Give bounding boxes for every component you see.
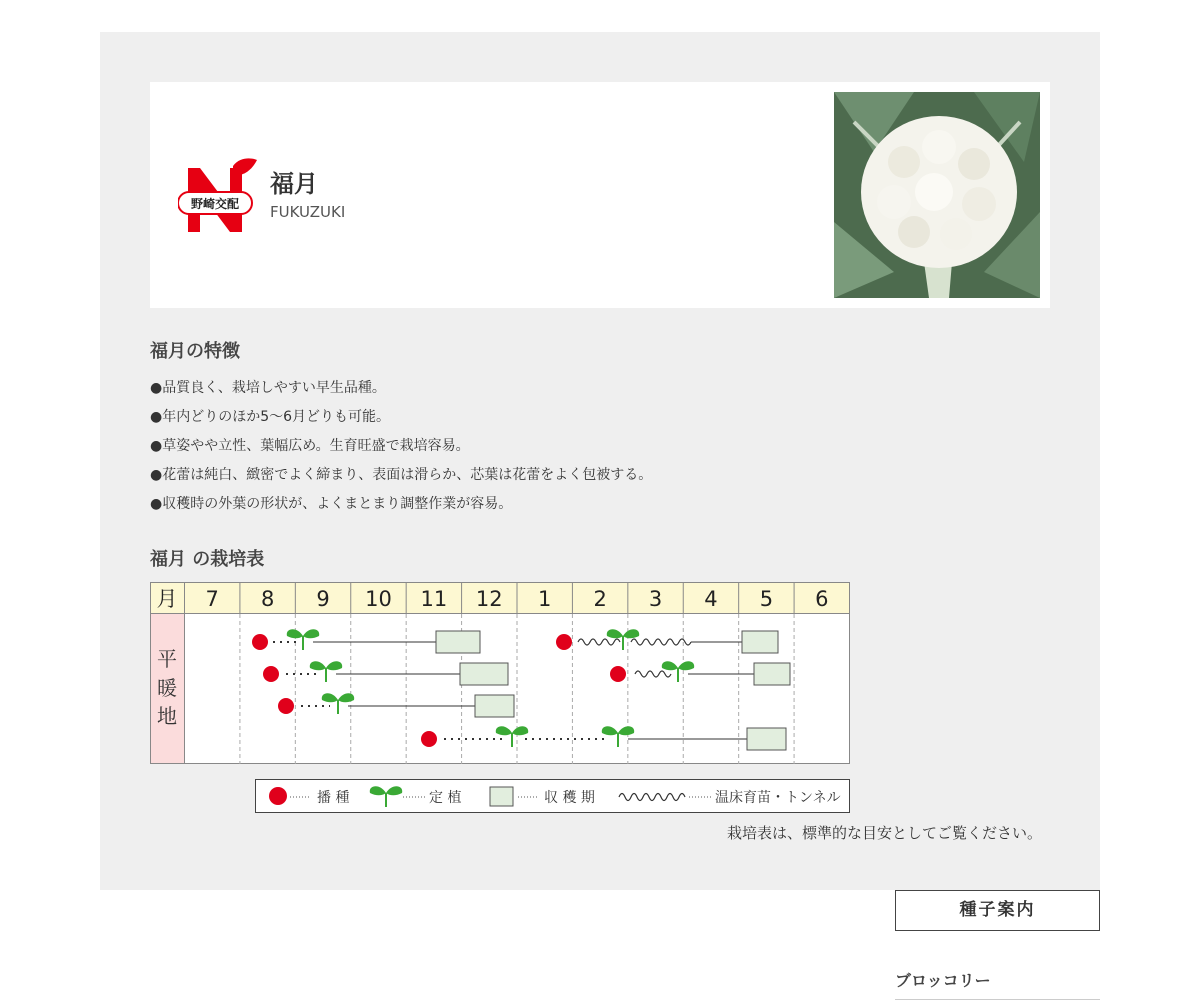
month-label: 7 [205,587,219,611]
sowing-marker [278,698,294,714]
region-char: 平 [157,647,177,671]
month-label: 9 [316,587,330,611]
seed-guide-button[interactable]: 種子案内 [895,890,1100,931]
month-label: 5 [759,587,774,611]
legend-harvest-icon [490,787,513,806]
product-name-en: FUKUZUKI [270,203,346,221]
sowing-marker [610,666,626,682]
feature-item: ●品質良く、栽培しやすい早生品種。 [150,380,386,396]
schedule-legend [255,779,851,814]
legend-sowing-label: 播 種 [317,790,350,806]
harvest-box [742,631,778,653]
harvest-box [747,728,786,750]
feature-item: ●収穫時の外葉の形状が、よくまとまり調整作業が容易。 [150,496,513,512]
region-char: 暖 [157,676,177,700]
month-label: 4 [704,587,718,611]
product-panel [100,32,1100,890]
cultivation-schedule-table [150,582,850,765]
month-label: 3 [648,587,663,611]
legend-harvest-label: 収 穫 期 [544,790,595,806]
month-label: 12 [475,587,503,611]
nozaki-cross-logo [178,156,258,236]
cauliflower-photo [834,92,1040,298]
sowing-marker [421,731,437,747]
harvest-box [436,631,480,653]
month-label: 8 [260,587,275,611]
sidebar-link-broccoli[interactable]: ブロッコリー [895,968,1100,1000]
legend-sowing-icon [269,787,287,805]
logo-text: 野崎交配 [190,197,240,211]
feature-item: ●草姿やや立性、葉幅広め。生育旺盛で栽培容易。 [150,438,470,454]
harvest-box [460,663,508,685]
sowing-marker [263,666,279,682]
features-heading: 福月の特徴 [150,341,240,362]
month-label: 11 [420,587,448,611]
month-column-label: 月 [156,587,178,611]
month-label: 2 [593,587,607,611]
month-label: 1 [538,587,552,611]
region-char: 地 [157,704,177,728]
schedule-heading: 福月 の栽培表 [150,549,265,570]
product-name-jp: 福月 [270,170,318,198]
harvest-box [475,695,514,717]
month-label: 10 [365,587,392,611]
features-list [150,374,652,519]
sowing-marker [556,634,572,650]
schedule-note: 栽培表は、標準的な目安としてご覧ください。 [726,824,1042,842]
harvest-box [754,663,790,685]
legend-planting-label: 定 植 [429,790,462,806]
product-card [150,82,1050,308]
feature-item: ●花蕾は純白、緻密でよく締まり、表面は滑らか、芯葉は花蕾をよく包被する。 [150,467,653,483]
legend-tunnel-label: 温床育苗・トンネル [715,790,841,806]
month-label: 6 [815,587,829,611]
feature-item: ●年内どりのほか5〜6月どりも可能。 [150,409,391,425]
sowing-marker [252,634,268,650]
